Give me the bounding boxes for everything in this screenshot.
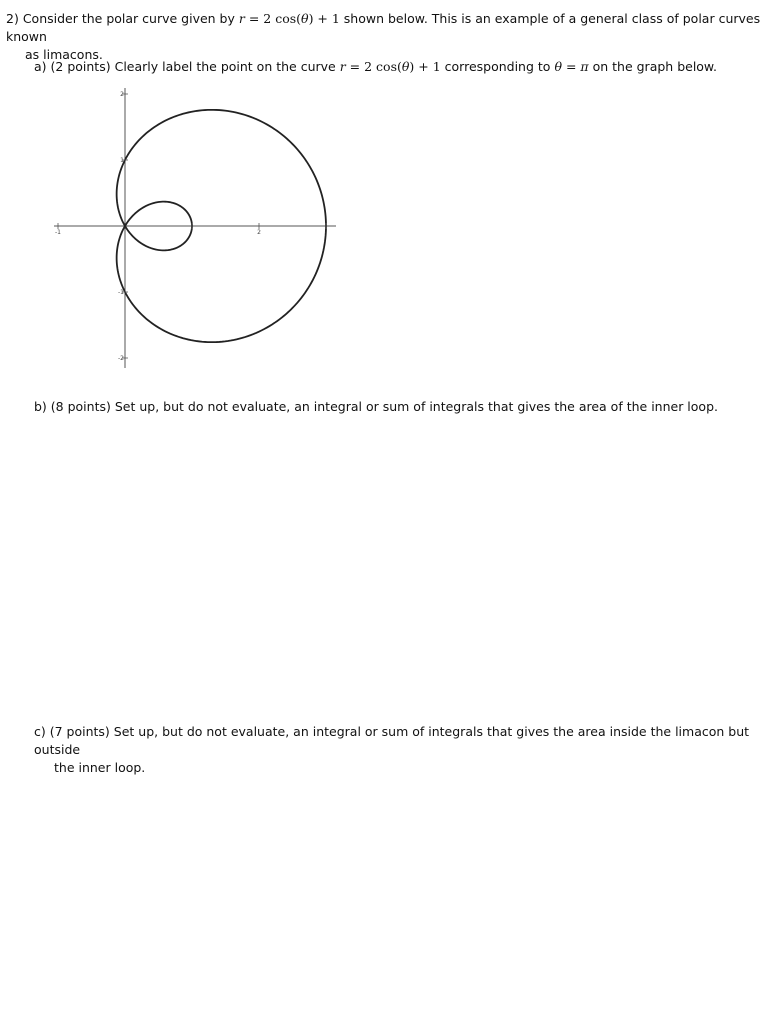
intro-line-2: as limacons. [25, 47, 103, 62]
y-tick-label: 2 [120, 91, 124, 98]
limacon-graph [50, 85, 350, 375]
x-tick-label: 2 [257, 229, 261, 236]
part-a-condition: θ = π [554, 59, 589, 74]
y-tick-label: -2 [118, 355, 124, 362]
part-c-points: (7 points) [49, 724, 110, 739]
part-a-points: (2 points) [50, 59, 111, 74]
question-number: 2) [6, 11, 19, 26]
part-c-text-line1: Set up, but do not evaluate, an integral or sum of integrals that gives the area inside the limacon but outside [34, 724, 750, 757]
curve-equation: r = 2 cos(θ) + 1 [238, 11, 340, 26]
question-intro [6, 10, 776, 64]
part-b [34, 398, 774, 416]
intro-text-after: shown below. This is an example of a general class of polar curves known [6, 11, 761, 44]
intro-text-before: Consider the polar curve given by [22, 11, 235, 26]
part-a-label: a) [34, 59, 47, 74]
part-a [34, 58, 774, 76]
part-a-equation: r = 2 cos(θ) + 1 [339, 59, 441, 74]
part-c-text-line2: the inner loop. [54, 760, 146, 775]
part-c-label: c) [34, 724, 46, 739]
part-a-text-after: on the graph below. [592, 59, 717, 74]
part-b-label: b) [34, 399, 47, 414]
part-b-text: Set up, but do not evaluate, an integral or sum of integrals that gives the area of the inner loop. [114, 399, 718, 414]
part-b-points: (8 points) [50, 399, 111, 414]
y-tick-label: -1 [118, 289, 124, 296]
y-tick-label: 1 [120, 157, 124, 164]
part-a-text-mid: corresponding to [444, 59, 551, 74]
part-a-text-before: Clearly label the point on the curve [114, 59, 336, 74]
x-tick-label: -1 [55, 229, 61, 236]
part-c [34, 723, 774, 777]
